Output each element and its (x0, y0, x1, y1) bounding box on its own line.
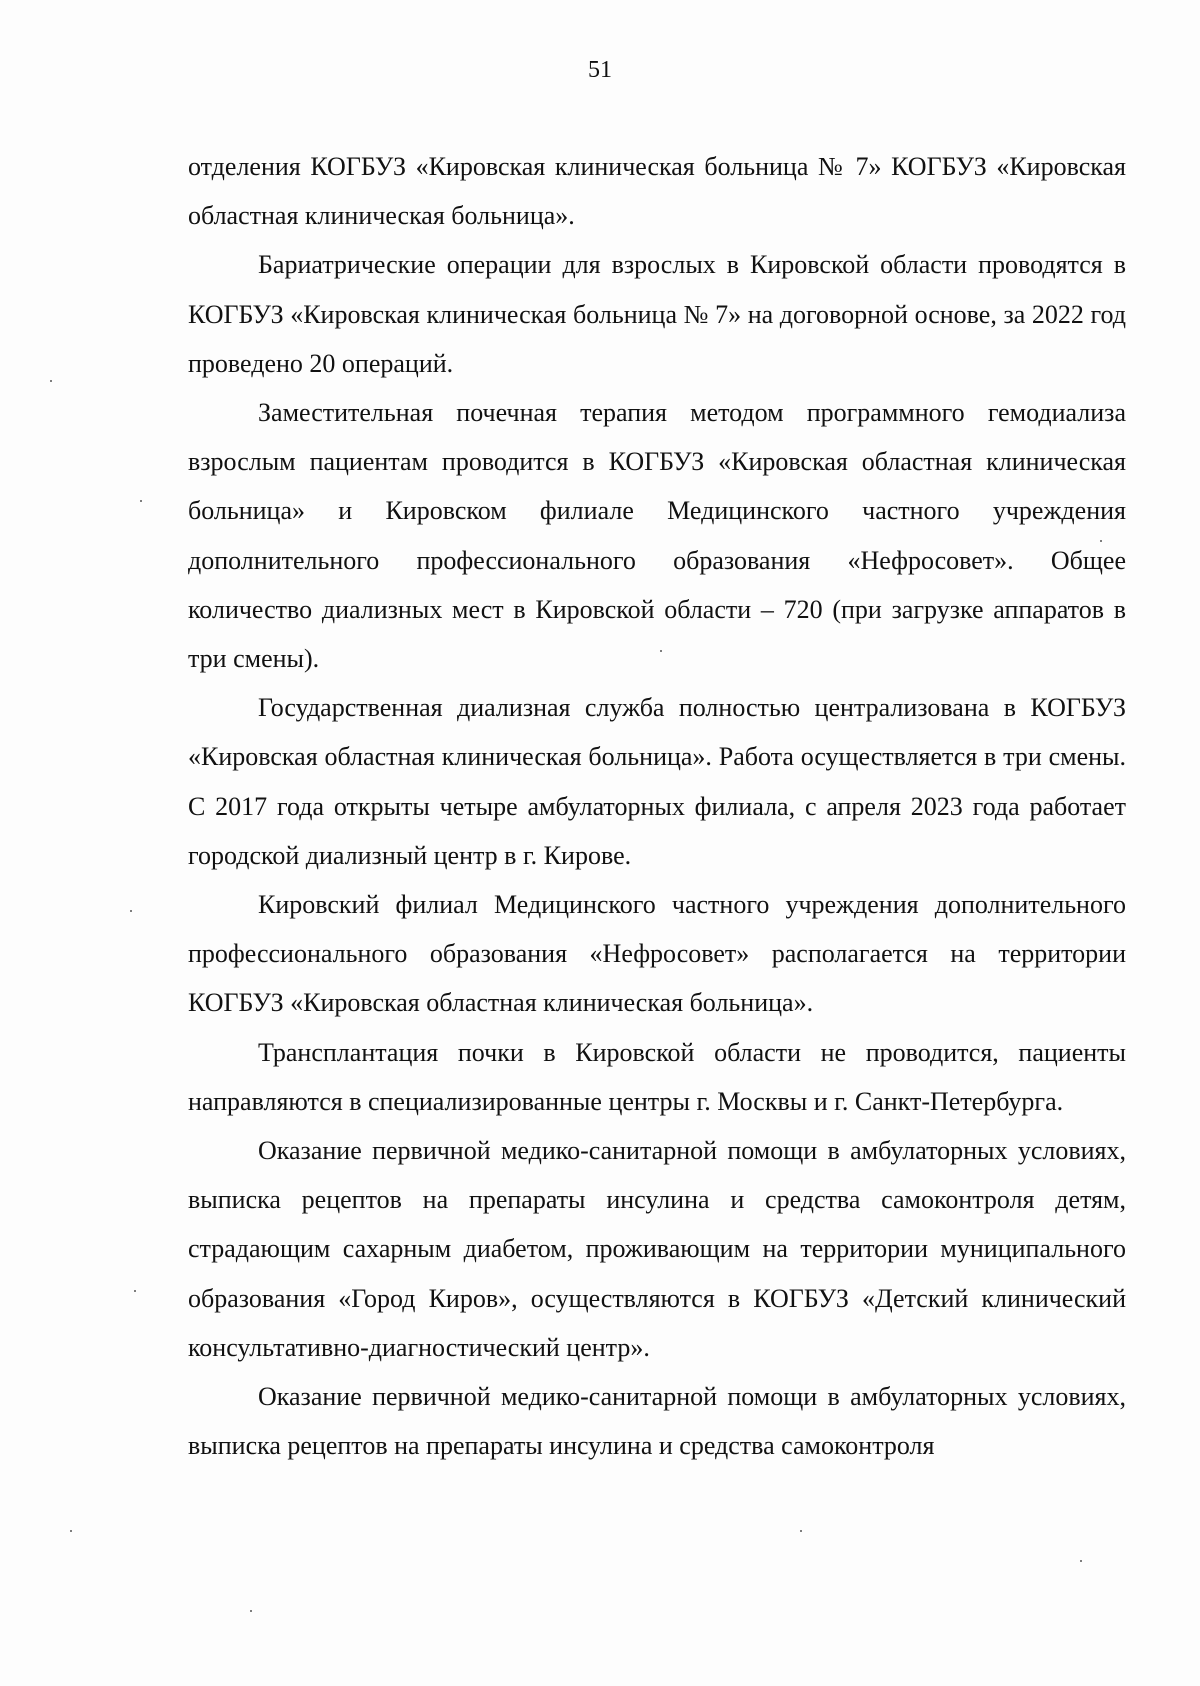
paragraph-primary-care-children: Оказание первичной медико-санитарной помощи в амбулаторных условиях, выписка рецептов на препараты инсулина и средства самоконтроля детям, страдающим сахарным диабетом, проживающим на территории муниципального образования «Город Киров», осуществляются в КОГБУЗ «Детский клинический консультативно-диагностический центр». (188, 1136, 1126, 1362)
scan-speck (70, 1530, 72, 1532)
scan-speck (250, 1610, 252, 1612)
scan-speck (130, 910, 132, 912)
page-number: 51 (588, 57, 612, 83)
scan-speck (1080, 1560, 1082, 1562)
scan-speck (140, 500, 142, 502)
paragraph-renal-replacement-therapy: Заместительная почечная терапия методом программного гемодиализа взрослым пациентам проводится в КОГБУЗ «Кировская областная клиническая больница» и Кировском филиале Медицинского частного учреждения дополнительного профессионального образования «Нефросовет». Общее количество диализных мест в Кировской области – 720 (при загрузке аппаратов в три смены). (188, 398, 1126, 674)
document-body (188, 142, 1126, 1470)
scan-speck (660, 650, 662, 652)
paragraph-kidney-transplantation: Трансплантация почки в Кировской области не проводится, пациенты направляются в специализированные центры г. Москвы и г. Санкт-Петербурга. (188, 1037, 1126, 1116)
scan-speck (800, 1530, 802, 1532)
paragraph-continuation: отделения КОГБУЗ «Кировская клиническая больница № 7» КОГБУЗ «Кировская областная клиническая больница». (188, 152, 1126, 231)
paragraph-bariatric-operations: Бариатрические операции для взрослых в Кировской области проводятся в КОГБУЗ «Кировская клиническая больница № 7» на договорной основе, за 2022 год проведено 20 операций. (188, 250, 1126, 378)
scan-speck (50, 380, 52, 382)
paragraph-primary-care-continued: Оказание первичной медико-санитарной помощи в амбулаторных условиях, выписка рецептов на препараты инсулина и средства самоконтроля (188, 1382, 1126, 1461)
scan-speck (134, 1290, 136, 1292)
paragraph-nefrosovet-branch: Кировский филиал Медицинского частного учреждения дополнительного профессионального образования «Нефросовет» располагается на территории КОГБУЗ «Кировская областная клиническая больница». (188, 890, 1126, 1018)
paragraph-dialysis-service: Государственная диализная служба полностью централизована в КОГБУЗ «Кировская областная клиническая больница». Работа осуществляется в три смены. С 2017 года открыты четыре амбулаторных филиала, с апреля 2023 года работает городской диализный центр в г. Кирове. (188, 693, 1126, 870)
scan-speck (1100, 540, 1102, 542)
